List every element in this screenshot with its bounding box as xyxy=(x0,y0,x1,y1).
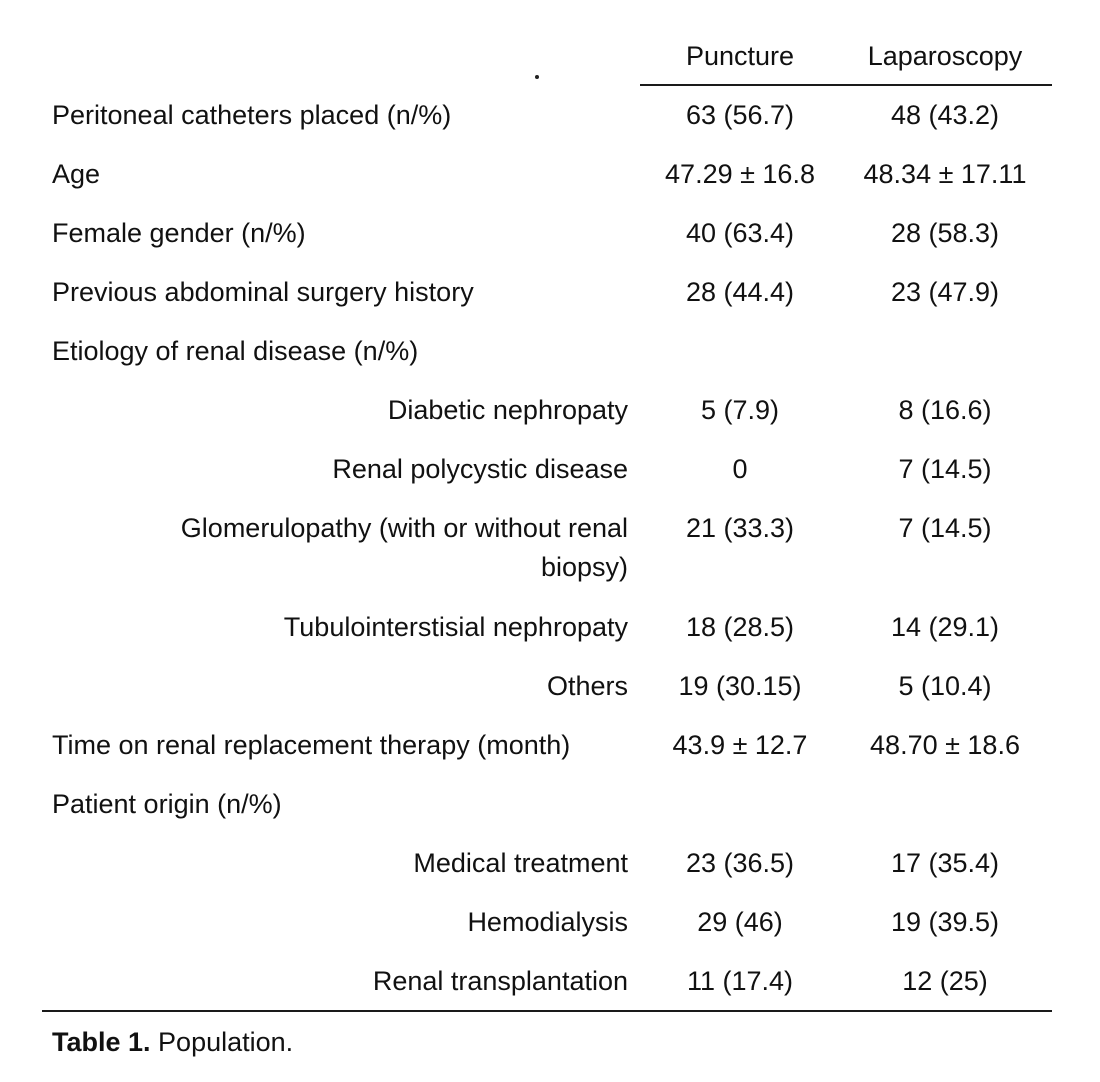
caption-label: Table 1. xyxy=(52,1027,151,1057)
column-header-laparoscopy: Laparoscopy xyxy=(867,41,1023,71)
header-rule xyxy=(640,84,1052,86)
cell-laparoscopy: 48.34 ± 17.11 xyxy=(863,159,1027,189)
cell-puncture: 19 (30.15) xyxy=(678,671,802,701)
cell-laparoscopy: 48 (43.2) xyxy=(890,100,1000,130)
cell-puncture: 0 xyxy=(732,454,748,484)
row-label-continued: biopsy) xyxy=(540,552,628,582)
cell-puncture: 43.9 ± 12.7 xyxy=(672,730,808,760)
cell-puncture: 11 (17.4) xyxy=(686,966,794,996)
cell-puncture: 29 (46) xyxy=(697,907,783,937)
cell-puncture: 23 (36.5) xyxy=(685,848,795,878)
row-label: Renal polycystic disease xyxy=(332,454,628,484)
cell-laparoscopy: 7 (14.5) xyxy=(898,454,992,484)
cell-puncture: 47.29 ± 16.8 xyxy=(665,159,815,189)
row-label: Medical treatment xyxy=(413,848,628,878)
row-label: Time on renal replacement therapy (month) xyxy=(52,730,571,760)
row-label: Peritoneal catheters placed (n/%) xyxy=(52,100,452,130)
caption-text: Population. xyxy=(150,1027,294,1057)
group-label: Etiology of renal disease (n/%) xyxy=(52,336,419,366)
cell-laparoscopy: 28 (58.3) xyxy=(890,218,1000,248)
cell-laparoscopy: 19 (39.5) xyxy=(890,907,1000,937)
cell-puncture: 40 (63.4) xyxy=(685,218,795,248)
row-label: Age xyxy=(52,159,101,189)
row-label: Renal transplantation xyxy=(372,966,628,996)
row-label: Female gender (n/%) xyxy=(52,218,306,248)
stray-dot xyxy=(535,75,539,79)
cell-laparoscopy: 7 (14.5) xyxy=(898,513,992,543)
cell-laparoscopy: 23 (47.9) xyxy=(890,277,1000,307)
bottom-rule xyxy=(42,1010,1052,1012)
table-caption xyxy=(52,1024,293,1060)
cell-laparoscopy: 14 (29.1) xyxy=(890,612,1000,642)
cell-laparoscopy: 17 (35.4) xyxy=(890,848,1000,878)
row-label: Previous abdominal surgery history xyxy=(52,277,474,307)
cell-puncture: 18 (28.5) xyxy=(685,612,795,642)
cell-puncture: 5 (7.9) xyxy=(700,395,780,425)
group-label: Patient origin (n/%) xyxy=(52,789,282,819)
row-label: Glomerulopathy (with or without renal xyxy=(180,513,628,543)
row-label: Hemodialysis xyxy=(467,907,628,937)
cell-puncture: 21 (33.3) xyxy=(685,513,795,543)
cell-laparoscopy: 48.70 ± 18.6 xyxy=(870,730,1020,760)
cell-puncture: 63 (56.7) xyxy=(685,100,795,130)
column-header-puncture: Puncture xyxy=(685,41,795,71)
row-label: Tubulointerstisial nephropaty xyxy=(283,612,628,642)
cell-laparoscopy: 12 (25) xyxy=(902,966,988,996)
cell-puncture: 28 (44.4) xyxy=(685,277,795,307)
cell-laparoscopy: 5 (10.4) xyxy=(898,671,992,701)
cell-laparoscopy: 8 (16.6) xyxy=(898,395,992,425)
row-label: Diabetic nephropaty xyxy=(387,395,628,425)
row-label: Others xyxy=(546,671,628,701)
